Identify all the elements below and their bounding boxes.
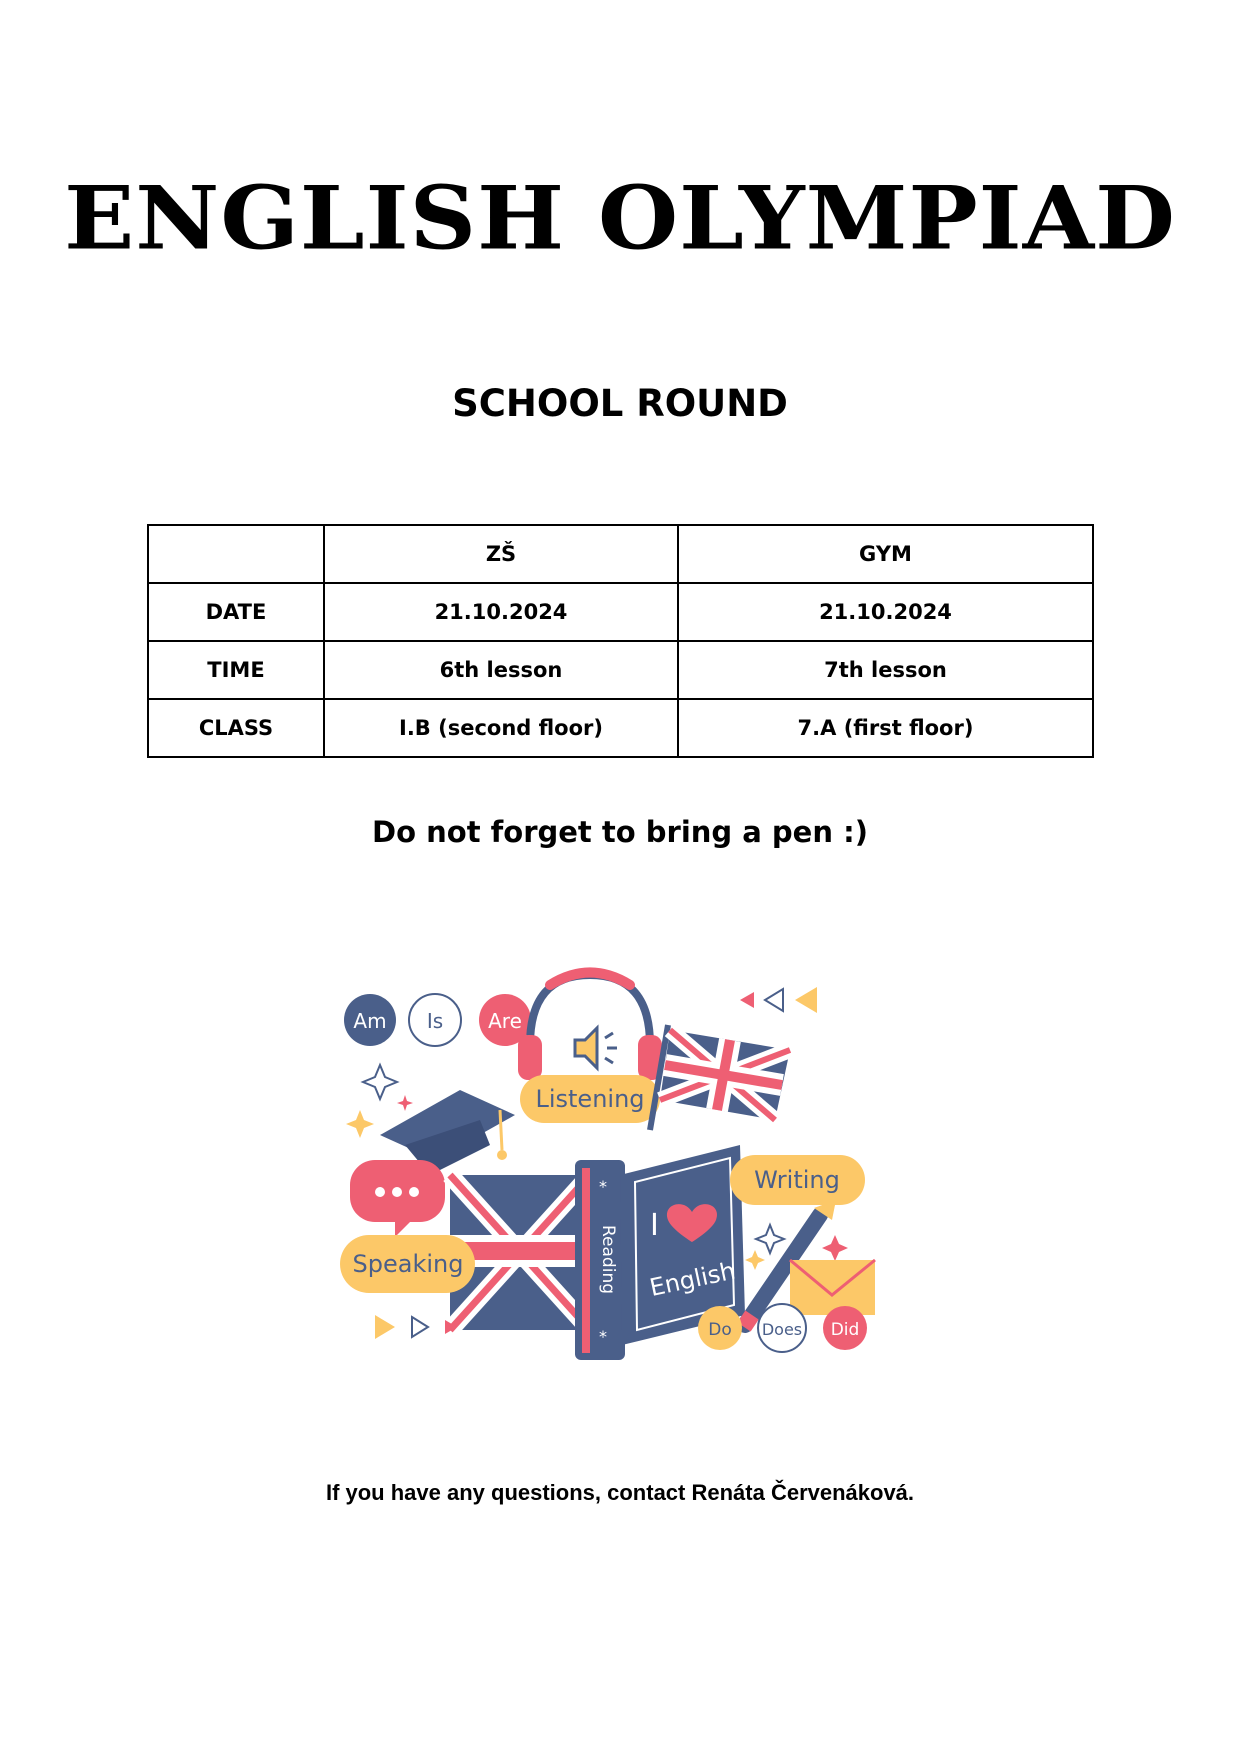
- time-gym-cell: 7th lesson: [678, 641, 1093, 699]
- column-header-gym: GYM: [678, 525, 1093, 583]
- column-header-empty: [148, 525, 324, 583]
- sparkle-icon: [346, 1110, 374, 1138]
- class-gym-cell: 7.A (first floor): [678, 699, 1093, 757]
- bubble-are-label: Are: [488, 1009, 522, 1033]
- page-subtitle: SCHOOL ROUND: [452, 382, 788, 425]
- row-label-date: DATE: [148, 583, 324, 641]
- book-spine: [575, 1160, 625, 1360]
- sparkle-icon: [822, 1235, 848, 1261]
- sparkle-icon: [745, 1250, 765, 1270]
- column-header-zs: ZŠ: [324, 525, 678, 583]
- schedule-table: [147, 524, 1094, 758]
- bubble-is-label: Is: [426, 1009, 444, 1033]
- bubble-did: [823, 1306, 867, 1350]
- bubble-did-label: Did: [830, 1320, 860, 1340]
- play-icon: [412, 1317, 428, 1337]
- chat-bubble-icon: [350, 1160, 445, 1237]
- writing-label-text: Writing: [754, 1166, 840, 1194]
- page-title: ENGLISH OLYMPIAD: [64, 166, 1176, 270]
- speaking-label-text: Speaking: [352, 1250, 464, 1278]
- row-label-time: TIME: [148, 641, 324, 699]
- row-label-class: CLASS: [148, 699, 324, 757]
- envelope-icon: [790, 1260, 875, 1315]
- date-zs-cell: 21.10.2024: [324, 583, 678, 641]
- table-row-time: [148, 641, 1093, 699]
- triangle-icon: [795, 987, 817, 1013]
- reminder-text: Do not forget to bring a pen :): [372, 815, 868, 849]
- table-row-date: [148, 583, 1093, 641]
- book-english-text: English: [647, 1256, 738, 1302]
- bubble-is: [409, 994, 461, 1046]
- class-zs-cell: I.B (second floor): [324, 699, 678, 757]
- reading-label-text: Reading: [598, 1225, 618, 1295]
- time-zs-cell: 6th lesson: [324, 641, 678, 699]
- bubble-does: [758, 1304, 806, 1352]
- bubble-am-label: Am: [353, 1009, 387, 1033]
- english-skills-illustration: [320, 950, 920, 1370]
- svg-text:*: *: [599, 1327, 607, 1346]
- bubble-do: [698, 1306, 742, 1350]
- table-row-class: [148, 699, 1093, 757]
- bubble-does-label: Does: [761, 1320, 803, 1339]
- uk-flag-icon: [650, 1025, 790, 1130]
- listening-label-text: Listening: [535, 1085, 645, 1113]
- sparkle-icon: [363, 1065, 397, 1099]
- book-i-text: I: [650, 1208, 659, 1243]
- listening-label: [520, 1075, 660, 1123]
- writing-label: [730, 1155, 865, 1205]
- date-gym-cell: 21.10.2024: [678, 583, 1093, 641]
- bubble-am: [344, 994, 396, 1046]
- table-header-row: [148, 525, 1093, 583]
- triangle-icon: [740, 992, 754, 1008]
- play-icon: [375, 1315, 395, 1339]
- speaking-label: [340, 1235, 475, 1293]
- contact-note: If you have any questions, contact Renáta Červenáková.: [325, 1480, 915, 1505]
- sparkle-icon: [756, 1225, 784, 1253]
- triangle-icon: [765, 989, 783, 1011]
- sparkle-icon: [397, 1095, 413, 1111]
- bubble-do-label: Do: [708, 1320, 732, 1340]
- svg-text:*: *: [599, 1177, 607, 1196]
- headphones-icon: [518, 973, 662, 1081]
